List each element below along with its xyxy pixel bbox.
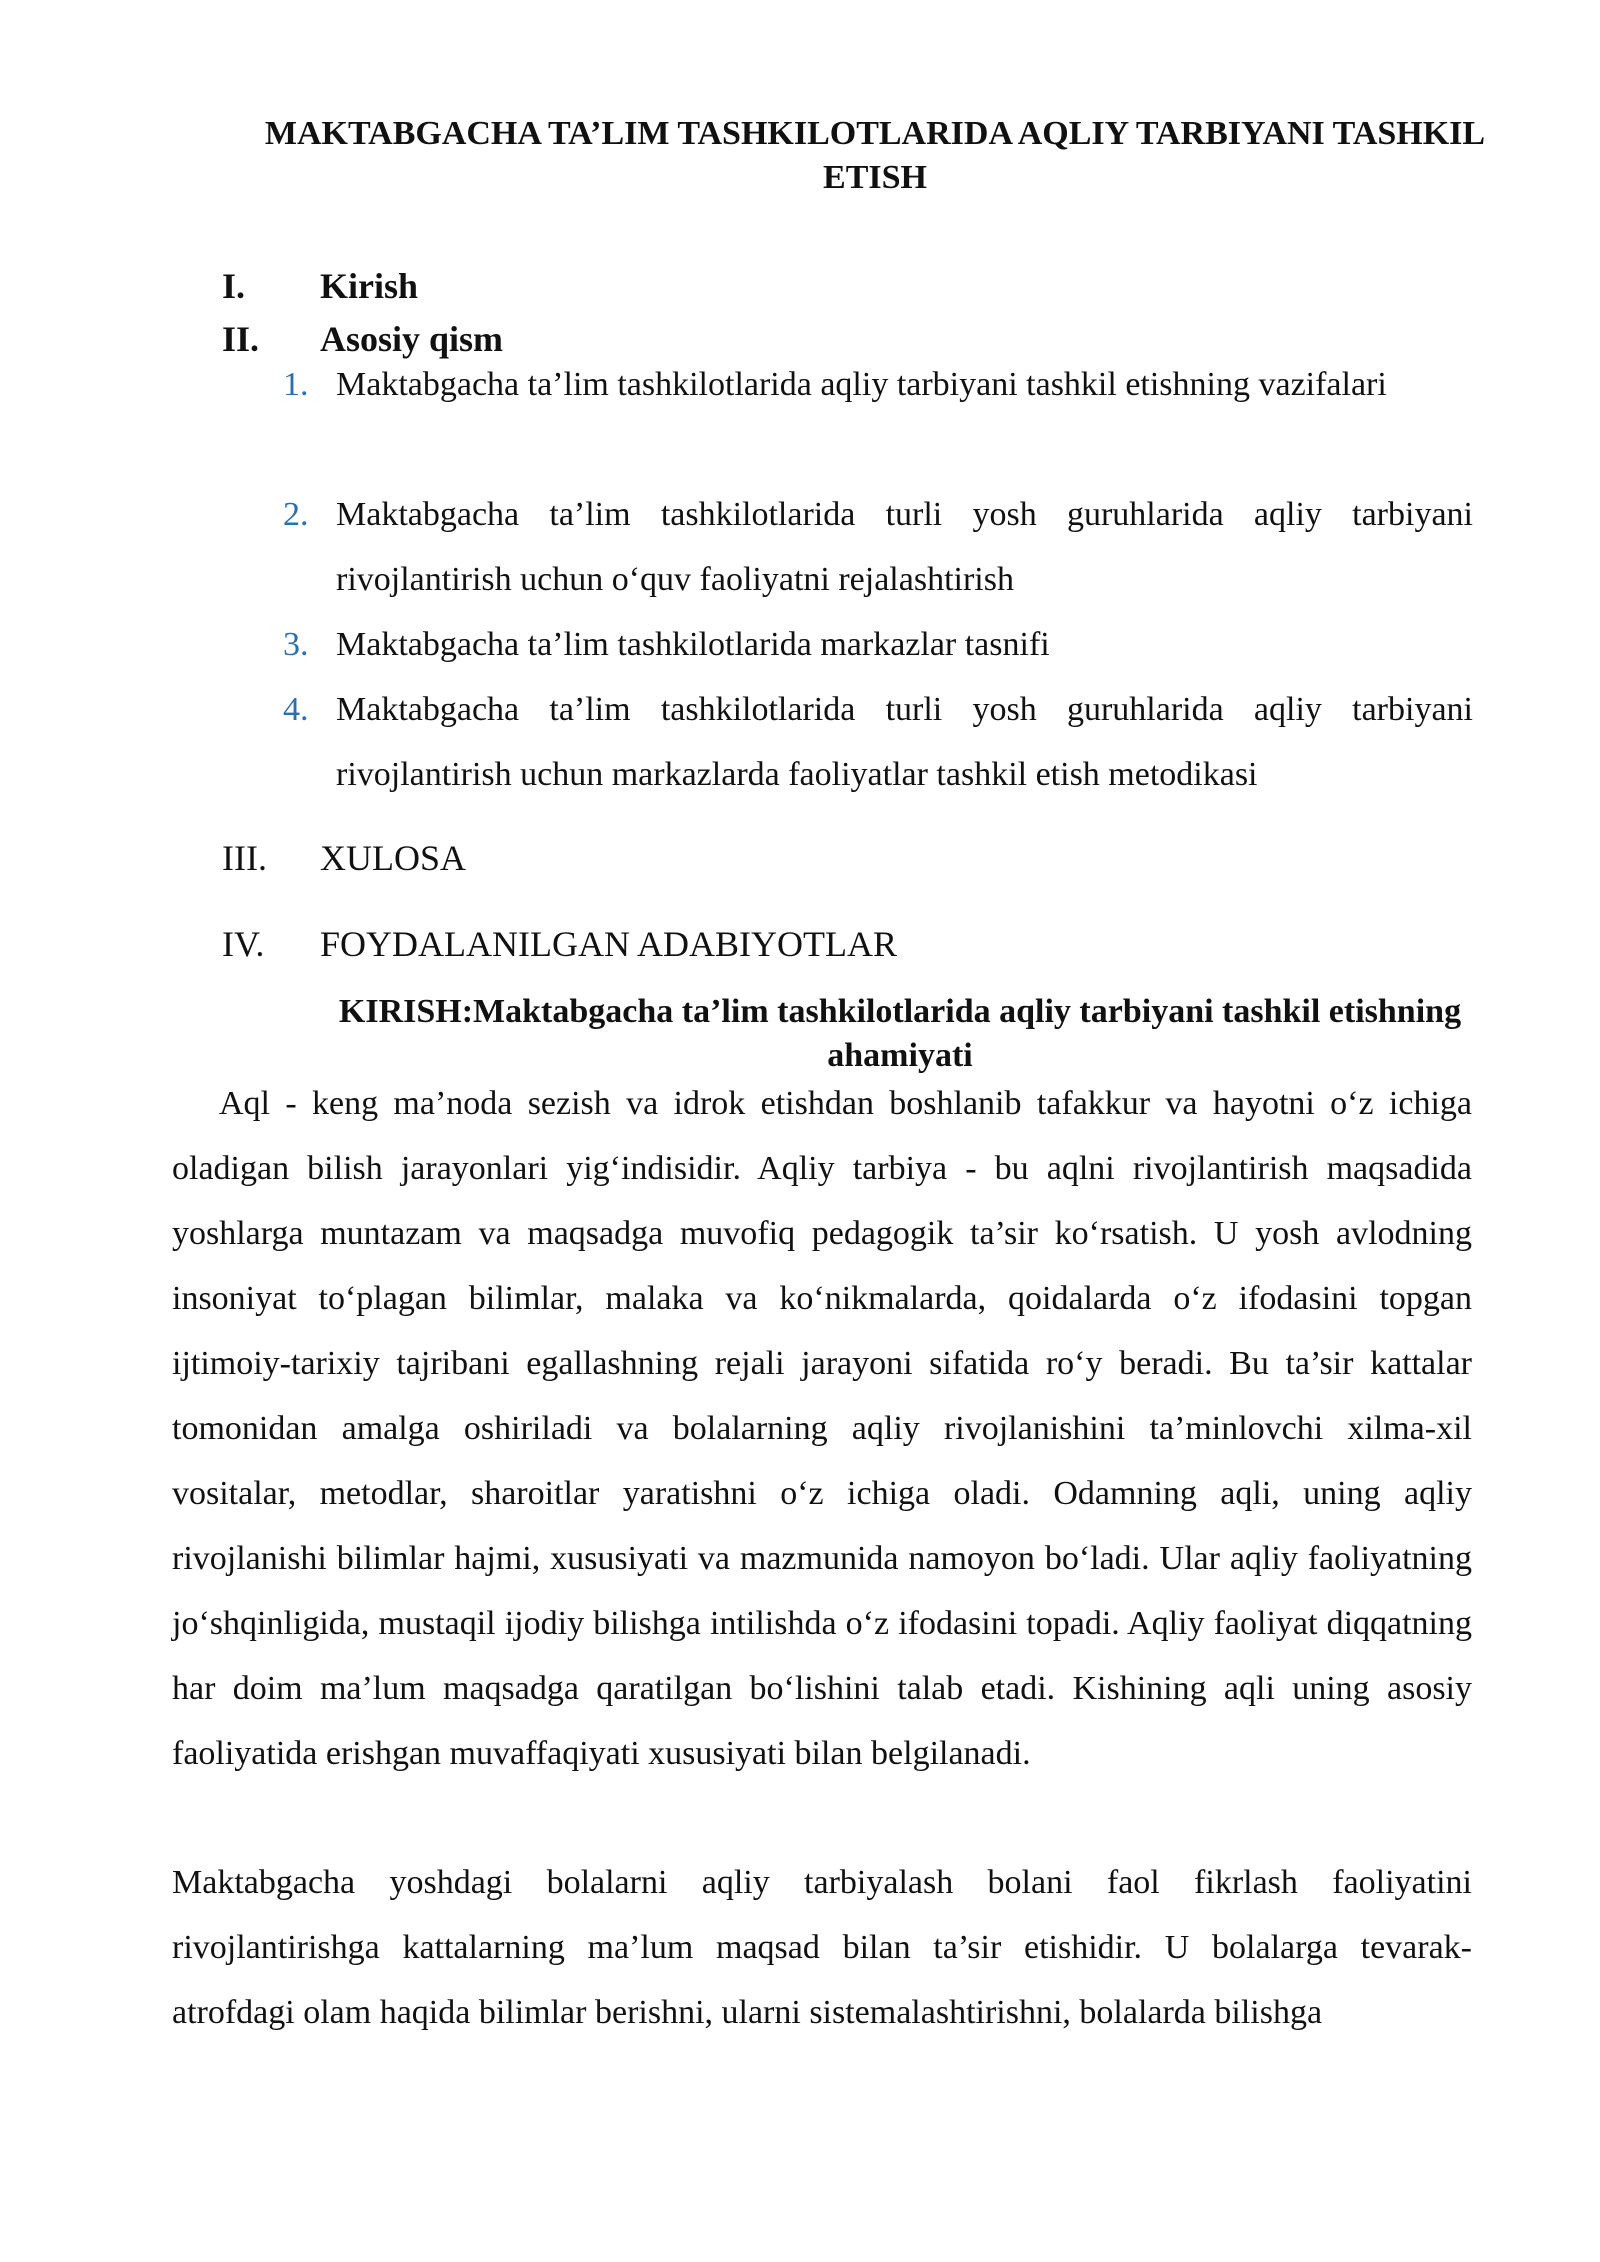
outline-item-4 xyxy=(222,922,897,966)
outline-number: III. xyxy=(222,838,267,878)
outline-number: II. xyxy=(222,319,260,359)
subitem-number: 4. xyxy=(283,691,309,728)
subitem-label: Maktabgacha ta’lim tashkilotlarida turli yosh guruhlarida aqliy tarbiyani rivojlantirish uchun markazlarda faoliyatlar tashkil etish metodikasi xyxy=(336,691,1473,793)
outline-label: FOYDALANILGAN ADABIYOTLAR xyxy=(320,924,897,964)
outline-label: Kirish xyxy=(320,266,419,306)
subitem-3 xyxy=(283,612,1473,677)
subitem-2 xyxy=(283,482,1473,612)
subitem-label: Maktabgacha ta’lim tashkilotlarida markazlar tasnifi xyxy=(336,626,1050,663)
outline-number: I. xyxy=(222,266,246,306)
outline-label: XULOSA xyxy=(320,838,467,878)
subitem-label: Maktabgacha ta’lim tashkilotlarida turli yosh guruhlarida aqliy tarbiyani rivojlantirish uchun o‘quv faoliyatni rejalashtirish xyxy=(336,496,1473,598)
subitem-number: 2. xyxy=(283,496,309,533)
body-paragraph-1: Aql - keng ma’noda sezish va idrok etishdan boshlanib tafakkur va hayotni o‘z ichiga oladigan bilish jarayonlari yig‘indisidir. Aqliy tarbiya - bu aqlni rivojlantirish maqsadida yoshlarga muntazam va maqsadga muvofiq pedagogik ta’sir ko‘rsatish. U yosh avlodning insoniyat to‘plagan bilimlar, malaka va ko‘nikmalarda, qoidalarda o‘z ifodasini topgan ijtimoiy-tarixiy tajribani egallashning rejali jarayoni sifatida ro‘y beradi. Bu ta’sir kattalar tomonidan amalga oshiriladi va bolalarning aqliy rivojlanishini ta’minlovchi xilma-xil vositalar, metodlar, sharoitlar yaratishni o‘z ichiga oladi. Odamning aqli, uning aqliy rivojlanishi bilimlar hajmi, xususiyati va mazmunida namoyon bo‘ladi. Ular aqliy faoliyatning jo‘shqinligida, mustaqil ijodiy bilishga intilishda o‘z ifodasini topadi. Aqliy faoliyat diqqatning har doim ma’lum maqsadga qaratilgan bo‘lishini talab etadi. Kishining aqli uning asosiy faoliyatida erishgan muvaffaqiyati xususiyati bilan belgilanadi. xyxy=(172,1085,1472,1772)
subitem-1 xyxy=(283,352,1473,417)
outline-item-3 xyxy=(222,836,466,880)
subitem-4 xyxy=(283,677,1473,807)
subitem-number: 1. xyxy=(283,366,309,403)
subitem-number: 3. xyxy=(283,626,309,663)
document-title: MAKTABGACHA TA’LIM TASHKILOTLARIDA AQLIY TARBIYANI TASHKIL ETISH xyxy=(264,115,1486,196)
outline-label: Asosiy qism xyxy=(320,319,504,359)
subitem-label: Maktabgacha ta’lim tashkilotlarida aqliy tarbiyani tashkil etishning vazifalari xyxy=(336,366,1387,403)
outline-item-1 xyxy=(222,264,418,308)
body-paragraph-2: Maktabgacha yoshdagi bolalarni aqliy tarbiyalash bolani faol fikrlash faoliyatini rivojlantirishga kattalarning ma’lum maqsad bilan ta’sir etishidir. U bolalarga tevarak- atrofdagi olam haqida bilimlar berishni, ularni sistemalashtirishni, bolalarda bilishga xyxy=(172,1864,1472,2031)
intro-heading: KIRISH:Maktabgacha ta’lim tashkilotlarida aqliy tarbiyani tashkil etishning ahamiyati xyxy=(338,993,1462,1074)
outline-number: IV. xyxy=(222,924,265,964)
